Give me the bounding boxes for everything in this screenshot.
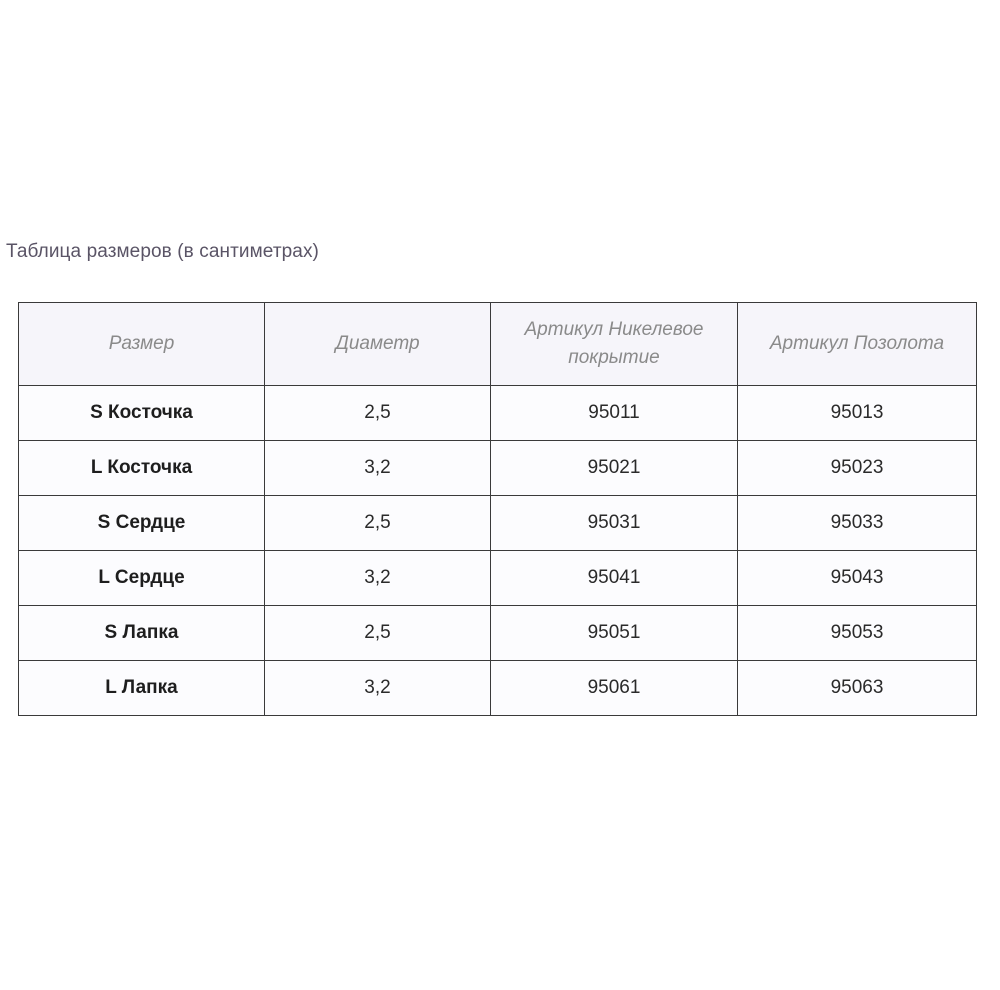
header-article-nickel: Артикул Никелевое покрытие (491, 303, 738, 386)
diameter-cell: 3,2 (265, 441, 491, 496)
table-row (19, 606, 977, 661)
table-row (19, 441, 977, 496)
article-gold-cell: 95033 (738, 496, 977, 551)
article-nickel-cell: 95051 (491, 606, 738, 661)
page-title: Таблица размеров (в сантиметрах) (6, 241, 319, 262)
article-nickel-cell: 95041 (491, 551, 738, 606)
diameter-cell: 3,2 (265, 551, 491, 606)
header-diameter: Диаметр (265, 303, 491, 386)
article-nickel-cell: 95061 (491, 661, 738, 716)
article-nickel-cell: 95011 (491, 386, 738, 441)
article-gold-cell: 95063 (738, 661, 977, 716)
diameter-cell: 2,5 (265, 496, 491, 551)
table-row (19, 386, 977, 441)
table-header-row (19, 303, 977, 386)
article-nickel-cell: 95021 (491, 441, 738, 496)
header-article-gold: Артикул Позолота (738, 303, 977, 386)
diameter-cell: 2,5 (265, 386, 491, 441)
size-cell: L Сердце (19, 551, 265, 606)
diameter-cell: 2,5 (265, 606, 491, 661)
size-cell: L Косточка (19, 441, 265, 496)
size-table (18, 302, 977, 716)
article-nickel-cell: 95031 (491, 496, 738, 551)
size-cell: S Косточка (19, 386, 265, 441)
table-row (19, 551, 977, 606)
article-gold-cell: 95053 (738, 606, 977, 661)
table-row (19, 661, 977, 716)
header-size: Размер (19, 303, 265, 386)
size-cell: S Сердце (19, 496, 265, 551)
size-cell: S Лапка (19, 606, 265, 661)
article-gold-cell: 95043 (738, 551, 977, 606)
article-gold-cell: 95023 (738, 441, 977, 496)
article-gold-cell: 95013 (738, 386, 977, 441)
size-cell: L Лапка (19, 661, 265, 716)
diameter-cell: 3,2 (265, 661, 491, 716)
table-row (19, 496, 977, 551)
